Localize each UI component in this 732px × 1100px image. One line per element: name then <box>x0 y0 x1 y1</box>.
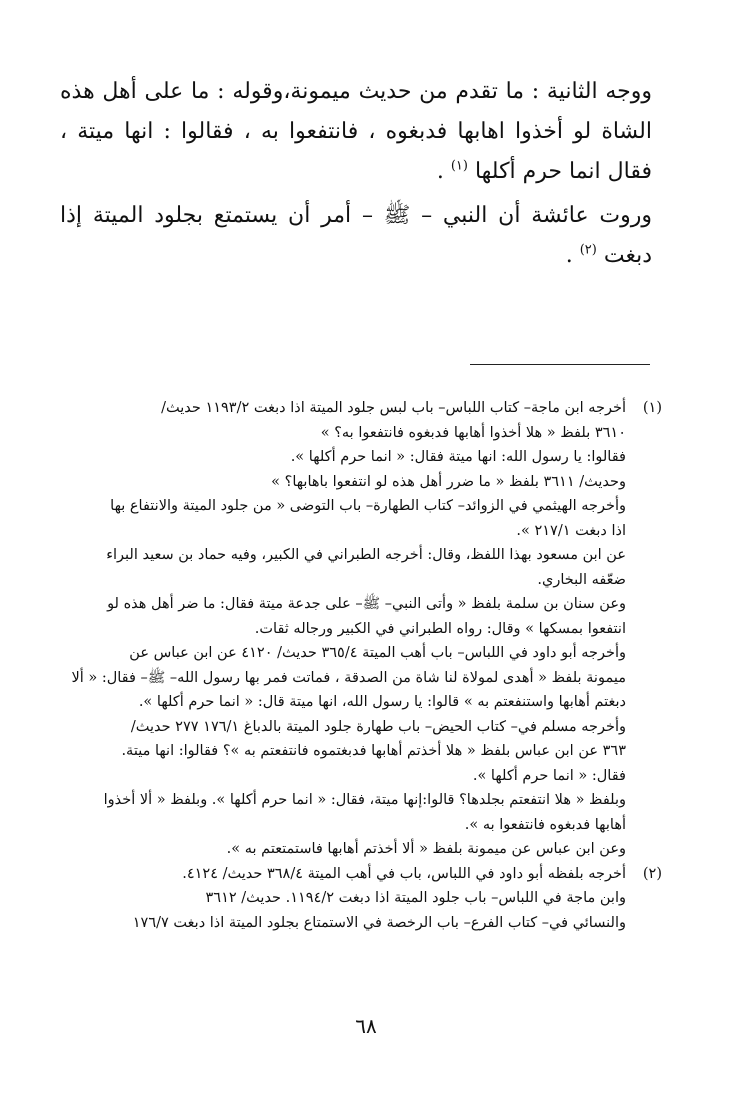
footnote-line: ٣٦١٠ بلفظ « هلا أخذوا أهابها فدبغوه فانتفعوا به؟ » <box>320 424 626 441</box>
footnote-number: (٢) <box>642 865 662 882</box>
footnote-line: عن ابن مسعود بهذا اللفظ، وقال: أخرجه الطبراني في الكبير، وفيه حماد بن سعيد البراء <box>106 547 626 563</box>
footnote-line: والنسائي في– كتاب الفرع– باب الرخصة في الاستمتاع بجلود الميتة اذا دبغت ١٧٦/٧ <box>132 914 626 931</box>
footnote-line: وأخرجه أبو داود في اللباس– باب أهب الميتة ٣٦٥/٤ حديث/ ٤١٢٠ عن ابن عباس عن <box>129 645 626 661</box>
footnote-line: فقالوا: يا رسول الله: انها ميتة فقال: « انما حرم أكلها ». <box>290 449 626 465</box>
footnote-divider <box>470 364 650 365</box>
footnotes <box>52 396 662 935</box>
footnote-line: أخرجه ابن ماجة– كتاب اللباس– باب لبس جلود الميتة اذا دبغت ١١٩٣/٢ حديث/ <box>161 400 626 416</box>
footnote-line: وابن ماجة في اللباس– باب جلود الميتة اذا دبغت ١١٩٤/٢. حديث/ ٣٦١٢ <box>205 890 626 906</box>
footnote-line: وبلفظ « هلا انتفعتم بجلدها؟ قالوا:إنها ميتة، فقال: « انما حرم أكلها ». وبلفظ « ألا أخذوا <box>103 792 626 808</box>
footnote-1 <box>52 396 662 862</box>
footnote-line: انتفعوا بمسكها » وقال: رواه الطبراني في الكبير ورجاله ثقات. <box>254 620 626 637</box>
footnote-line: ضعّفه البخاري. <box>537 571 626 588</box>
main-paragraph-1 <box>60 72 652 192</box>
footnote-line: ميمونة بلفظ « أهدى لمولاة لنا شاة من الصدقة ، فماتت فمر بها رسول الله– ﷺ– فقال: « ألا <box>71 669 626 686</box>
footnote-line: فقال: « انما حرم أكلها ». <box>472 767 626 784</box>
footnote-ref-1: (١) <box>450 158 468 174</box>
footnote-line: وعن سنان بن سلمة بلفظ « وأتى النبي– ﷺ– على جدعة ميتة فقال: ما ضر أهل هذه لو <box>107 596 626 612</box>
footnote-2 <box>52 862 662 936</box>
main-paragraph-1-text: ووجه الثانية : ما تقدم من حديث ميمونة،وقوله : ما على أهل هذه الشاة لو أخذوا اهابها فدبغوه ، فانتفعوا به ، فقالوا : انها ميتة ، فقال انما حرم أكلها <box>60 79 652 184</box>
footnote-line: أخرجه بلفظه أبو داود في اللباس، باب في أهب الميتة ٣٦٨/٤ حديث/ ٤١٢٤. <box>182 865 626 882</box>
main-paragraph-2-end: . <box>565 243 573 268</box>
main-paragraph-1-end: . <box>436 159 444 184</box>
page-number: ٦٨ <box>355 1014 377 1038</box>
footnote-line: ٣٦٣ عن ابن عباس بلفظ « هلا أخذتم أهابها فدبغتموه فانتفعتم به »؟ فقالوا: انها ميتة. <box>121 743 626 759</box>
footnote-number: (١) <box>642 400 662 416</box>
main-text <box>60 72 652 280</box>
main-paragraph-2 <box>60 196 652 276</box>
main-paragraph-2-text: وروت عائشة أن النبي – ﷺ – أمر أن يستمتع بجلود الميتة إذا دبغت <box>60 203 652 268</box>
footnote-line: وأخرجه الهيثمي في الزوائد– كتاب الطهارة– باب التوضى « من جلود الميتة والانتفاع بها <box>110 498 626 514</box>
footnote-line: دبغتم أهابها واستنفعتم به » قالوا: يا رسول الله، انها ميتة قال: « انما حرم أكلها ». <box>138 694 626 710</box>
footnote-line: وأخرجه مسلم في– كتاب الحيض– باب طهارة جلود الميتة بالدباغ ١٧٦/١ ٢٧٧ حديث/ <box>130 718 626 735</box>
footnote-line: وحديث/ ٣٦١١ بلفظ « ما ضرر أهل هذه لو انتفعوا باهابها؟ » <box>271 473 626 490</box>
footnote-line: وعن ابن عباس عن ميمونة بلفظ « ألا أخذتم أهابها فاستمتعتم به ». <box>226 841 626 857</box>
footnote-ref-2: (٢) <box>579 242 597 258</box>
footnote-line: أهابها فدبغوه فانتفعوا به ». <box>464 816 626 833</box>
footnote-line: اذا دبغت ٢١٧/١ ». <box>516 522 626 539</box>
